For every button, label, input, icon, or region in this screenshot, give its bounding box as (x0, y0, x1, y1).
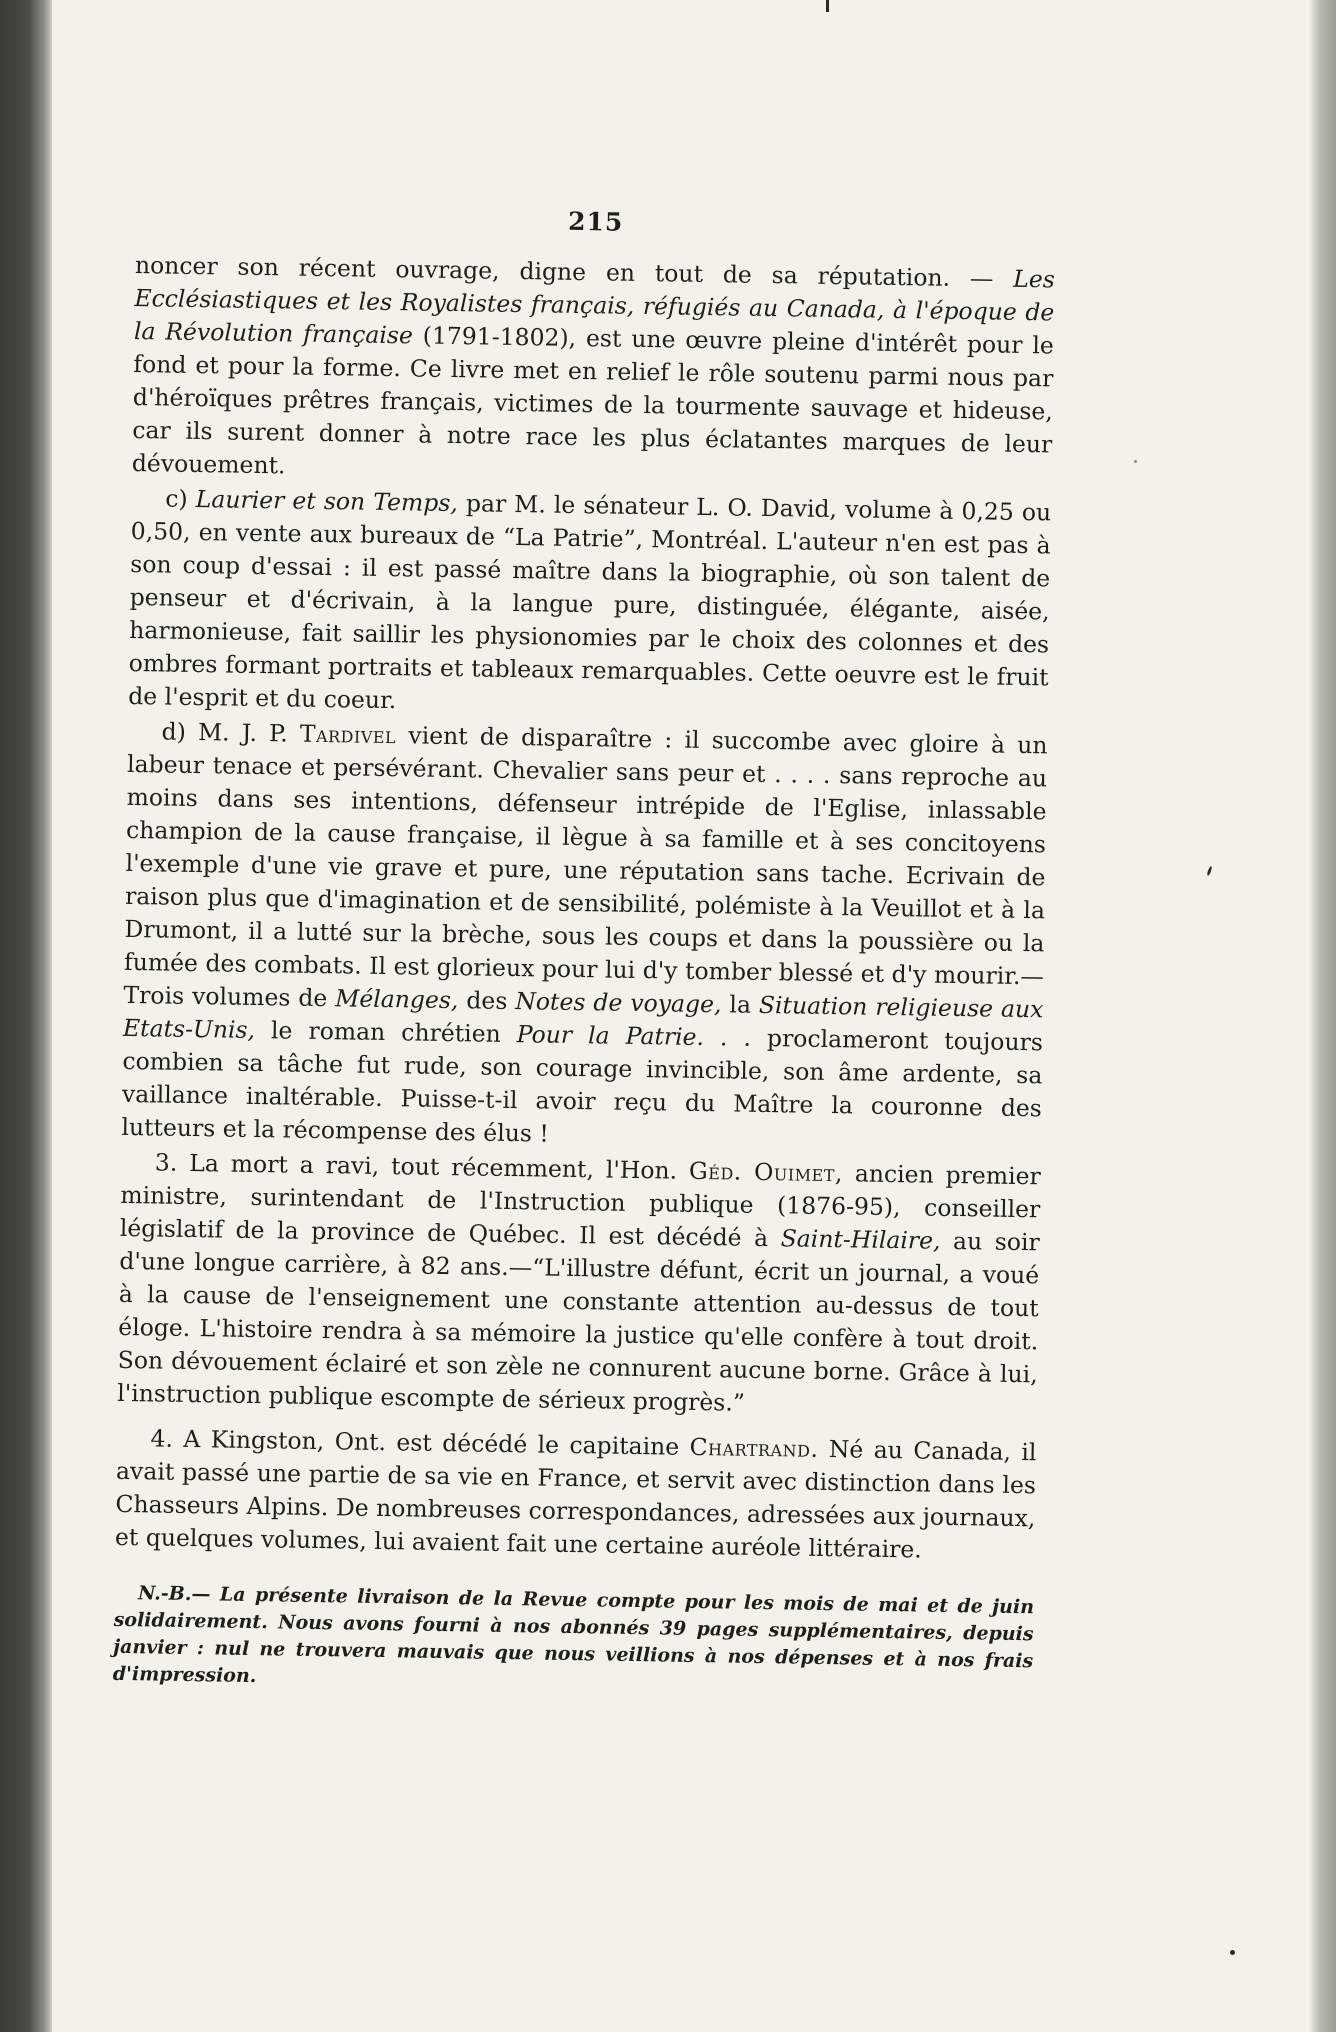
book-title: Notes de voyage, (515, 987, 722, 1019)
book-title: Mélanges, (335, 984, 459, 1015)
scan-speck (1134, 460, 1137, 463)
paragraph-tardivel: d) M. J. P. Tardivel vient de disparaître : il succombe avec gloire à un labeur tenace et persévérant. Chevalier sans peur et . . . . sans reproche au moins dans ses intentions, défenseur intrépide de l'Eglise, inlassable champion de la cause française, il lègue à sa famille et à ses concitoyens l'exemple d'une vie grave et pure, une réputation sans tache. Ecrivain de raison plus que d'imagination et de sensibilité, polémiste à la Veuillot et à la Drumont, il a lutté sur la brèche, sous les coups et dans la poussière ou la fumée des combats. Il est glorieux pour lui d'y tomber blessé et d'y mourir.—Trois volumes de Mélanges, des Notes de voyage, la Situation religieuse aux Etats-Unis, le roman chrétien Pour la Patrie. . . proclameront toujours combien sa tâche fut rude, son courage invincible, son âme ardente, sa vaillance inaltérable. Puisse-t-il avoir reçu du Maître la couronne des lutteurs et la récompense des élus ! (121, 717, 1048, 1148)
paragraph-ecclesiastiques: noncer son récent ouvrage, digne en tout de sa réputation. — Les Ecclésiastiques et les Royalistes français, réfugiés au Canada, à l'époque de la Révolution française (1791-1802), est une œuvre pleine d'intérêt pour le fond et pour la forme. Ce livre met en relief le rôle soutenu parmi nous par d'héroïques prêtres français, victimes de la tourmente sauvage et hideuse, car ils surent donner à notre race les plus éclatantes marques de leur dévouement. (131, 250, 1056, 480)
book-title: Situation religieuse aux Etats-Unis, (122, 990, 1044, 1044)
page-number: 215 (567, 206, 624, 237)
book-title: Pour la Patrie. . . (516, 1020, 752, 1052)
page-right-edge (1310, 0, 1336, 2032)
scan-speck (826, 0, 829, 12)
book-binding-edge (0, 0, 52, 2032)
paragraph-ouimet: 3. La mort a ravi, tout récemment, l'Hon. Géd. Ouimet, ancien premier ministre, surintendant de l'Instruction publique (1876-95), conseiller législatif de la province de Québec. Il est décédé à Saint-Hilaire, au soir d'une longue carrière, à 82 ans.—“L'illustre défunt, écrit un journal, a voué à la cause de l'enseignement une constante attention au-dessus de tout éloge. L'histoire rendra à sa mémoire la justice qu'elle confère à tout droit. Son dévouement éclairé et son zèle ne connurent aucune borne. Grâce à lui, l'instruction publique escompte de sérieux progrès.” (117, 1148, 1041, 1417)
scan-speck (1230, 1950, 1235, 1955)
editorial-note: N.-B.— La présente livraison de la Revue compte pour les mois de mai et de juin solidairement. Nous avons fourni à nos abonnés 39 pages supplémentaires, depuis janvier : nul ne trouvera mauvais que nous veillions à nos dépenses et à nos frais d'impression. (112, 1582, 1035, 1688)
person-name: Tardivel (299, 719, 397, 750)
place-name: Saint-Hilaire, (780, 1224, 941, 1255)
book-title: Les Ecclésiastiques et les Royalistes français, réfugiés au Canada, à l'époque de la Révolution française (133, 264, 1056, 350)
book-title: Laurier et son Temps, (195, 484, 459, 518)
paragraph-chartrand: 4. A Kingston, Ont. est décédé le capitaine Chartrand. Né au Canada, il avait passé une partie de sa vie en France, et servit avec distinction dans les Chasseurs Alpins. De nombreuses correspondances, adressées aux journaux, et quelques volumes, lui avaient fait une certaine auréole littéraire. (114, 1424, 1037, 1564)
person-name: Géd. Ouimet, (688, 1156, 844, 1188)
paragraph-laurier: c) Laurier et son Temps, par M. le sénateur L. O. David, volume à 0,25 ou 0,50, en vente aux bureaux de “La Patrie”, Montréal. L'auteur n'en est pas à son coup d'essai : il est passé maître dans la biographie, où son talent de penseur et d'écrivain, à la langue pure, distinguée, élégante, aisée, harmonieuse, fait saillir les physionomies par le choix des colonnes et des ombres formant portraits et tableaux remarquables. Cette oeuvre est le fruit de l'esprit et du coeur. (127, 484, 1052, 715)
person-name: Chartrand. (689, 1432, 819, 1463)
page-text-block (112, 200, 1056, 1721)
